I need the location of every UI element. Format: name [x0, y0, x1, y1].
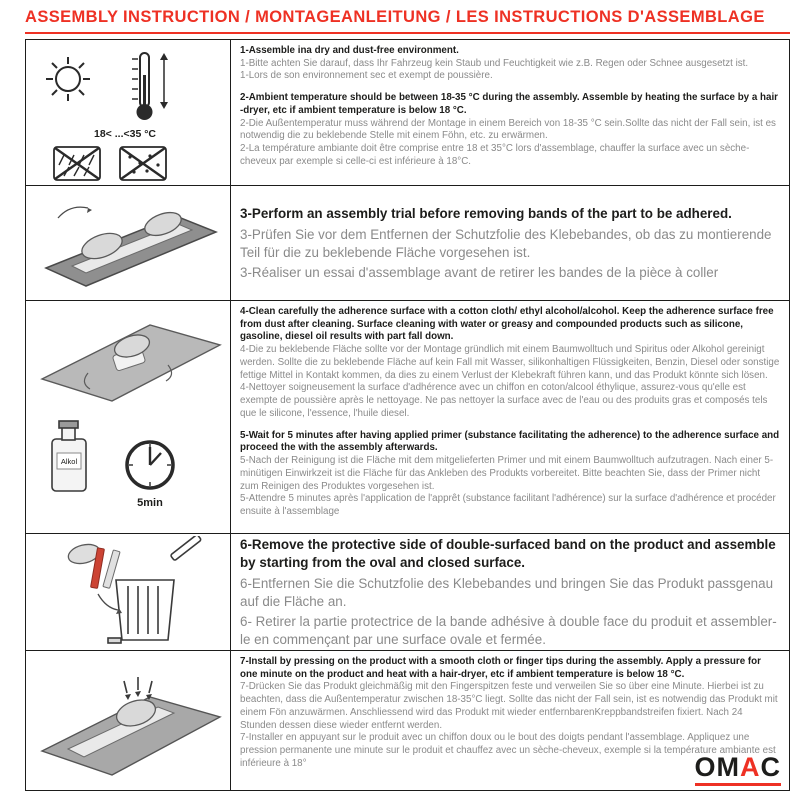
instruction-paragraph: 3-Perform an assembly trial before removing bands of the part to be adhered.	[240, 205, 732, 221]
clock-icon	[127, 442, 173, 488]
instruction-text-press-install	[231, 651, 789, 790]
instruction-paragraph: 3-Réaliser un essai d'assemblage avant de retirer les bandes de la pièce à coller	[240, 265, 719, 281]
remove-band-illustration	[28, 536, 228, 648]
page-title: ASSEMBLY INSTRUCTION / MONTAGEANLEITUNG / LES INSTRUCTIONS D'ASSEMBLAGE	[25, 8, 765, 26]
omac-logo	[695, 754, 782, 786]
table-row-remove-band	[26, 533, 789, 650]
instruction-paragraph: 6- Retirer la partie protectrice de la bande adhésive à double face du produit et assembler-le en commençant par une surface ovale et fermée.	[240, 614, 777, 648]
table-row-environment	[26, 40, 789, 185]
assembly-trial-icon-cell	[26, 186, 231, 300]
assembly-trial-illustration	[28, 188, 228, 298]
instruction-table	[25, 39, 790, 791]
instruction-paragraph: 7-Drücken Sie das Produkt gleichmäßig mit den Fingerspitzen feste und verweilen Sie so über eine Minute. Hierbei ist zu beachten, dass die Außentemperatur zwischen 18-35°C liegt. Sollte das nicht der Fall sein, ist es notwendig das Produkt mit einem Fön anzuwärmen. Anschliessend wird das Produkt mit wieder entfernbarenKreppbandstreifen fixiert. Nach 24 Stunden dessen diese wieder entfernt werden.	[240, 681, 778, 731]
instruction-paragraph: 4-Nettoyer soigneusement la surface d'adhérence avec un chiffon en coton/alcool éthylique, assurez-vous qu'elle est exempte de poussière après le nettoyage. Ne pas nettoyer la surface avec de l'eau ou des produits gras et composés tels que le silicone, l'essence, l'huile diesel.	[240, 382, 768, 419]
omac-logo-underline	[695, 783, 782, 786]
instruction-paragraph: 2-La température ambiante doit être comprise entre 18 et 35°C lors d'assemblage, chauffer la surface avec un sèche-cheveux par exemple si celle-ci est inférieure à 18°C.	[240, 143, 750, 167]
title-divider	[25, 32, 790, 34]
instruction-text-environment	[231, 40, 789, 185]
sun-icon	[46, 57, 90, 101]
table-row-press-install	[26, 650, 789, 790]
instruction-paragraph: 1-Bitte achten Sie darauf, dass Ihr Fahrzeug kein Staub und Feuchtigkeit wie z.B. Regen oder Schnee ausgesetzt ist.	[240, 57, 749, 69]
thermometer-range-label: 18< ...<35 °C	[94, 127, 156, 140]
no-rain-icon	[54, 147, 100, 180]
instruction-paragraph: 2-Ambient temperature should be between 18-35 °C during the assembly. Assemble by heating the surface by a hair -dryer, etc if ambient temperature is below 18 °C.	[240, 92, 778, 116]
instruction-paragraph: 6-Entfernen Sie die Schutzfolie des Klebebandes und bringen Sie das Produkt passgenau auf die Fläche an.	[240, 575, 774, 609]
instruction-text-cleaning-primer	[231, 301, 789, 533]
clock-duration-label: 5min	[137, 497, 163, 509]
instruction-paragraph: 4-Die zu beklebende Fläche sollte vor der Montage gründlich mit einem Baumwolltuch und Spiritus oder Alkohol gereinigt werden. Sollte die zu beklebende Fläche auf kein Fall mit Wasser, silikonhaltigen Flüssigkeiten, Benzin, Diesel oder sonstige fettige Mittel in Kontakt kommen, da dies zu einem Verlust der Klebekraft führen kann, und das Produkt könnte sich lösen.	[240, 344, 780, 381]
instruction-paragraph: 5-Wait for 5 minutes after having applied primer (substance facilitating the adherence) to the adherence surface and proceed the with the assembly afterwards.	[240, 429, 780, 454]
instruction-paragraph: 3-Prüfen Sie vor dem Entfernen der Schutzfolie des Klebebandes, ob das zu montierende Teil für die zu beklebende Fläche vorgesehen ist.	[240, 226, 772, 260]
environment-icon-cell	[26, 40, 231, 185]
instruction-paragraph: 1-Lors de son environnement sec et exempt de poussière.	[240, 70, 493, 82]
instruction-paragraph: 7-Install by pressing on the product with a smooth cloth or finger tips during the assembly. Apply a pressure for one minute on the product and heat with a hair-dryer, etc if ambient temperature is below 18 °C.	[240, 656, 761, 680]
cleaning-icon-cell	[26, 301, 231, 533]
instruction-text-remove-band	[231, 534, 789, 650]
trash-can-icon	[108, 536, 201, 643]
instruction-text-assembly-trial	[231, 186, 789, 300]
instruction-paragraph: 6-Remove the protective side of double-surfaced band on the product and assemble by starting from the oval and closed surface.	[240, 536, 776, 570]
no-dust-icon	[120, 147, 166, 180]
table-row-assembly-trial	[26, 185, 789, 300]
table-row-cleaning-primer	[26, 300, 789, 533]
instruction-paragraph: 5-Nach der Reinigung ist die Fläche mit dem mitgelieferten Primer und mit einem Baumwolltuch aufzutragen. Nach einer 5-minütigen Einwirkzeit ist die Fläche für das Ankleben des Produkts vorbereitet. Bitte beachten Sie, dass der Primer nicht zum Reinigen des Produktes vorgesehen ist.	[240, 455, 774, 492]
press-install-icon-cell	[26, 651, 231, 790]
instruction-paragraph: 7-Installer en appuyant sur le produit avec un chiffon doux ou le bout des doigts pendant l'assemblage. Appliquez une pression permanente une minute sur le produit et chauffez avec un sèche-cheveux, exemple si la température ambiante est inférieure à 18°	[240, 732, 776, 769]
environment-icons	[28, 43, 228, 183]
press-install-illustration	[28, 655, 228, 787]
instruction-paragraph: 1-Assemble ina dry and dust-free environment.	[240, 45, 459, 56]
omac-logo-text: OMAC	[694, 752, 781, 782]
surface-cleaning-illustration	[28, 303, 228, 531]
alcohol-bottle-icon	[52, 421, 86, 491]
instruction-paragraph: 2-Die Außentemperatur muss während der Montage in einem Bereich von 18-35 °C sein.Sollte das nicht der Fall sein, ist es notwendig die zu beklebende Stelle mit einem Föhn, etc. zu erwärmen.	[240, 117, 776, 142]
instruction-paragraph: 4-Clean carefully the adherence surface with a cotton cloth/ ethyl alcohol/alcohol. Keep the adherence surface free from dust after cleaning. Surface cleaning with water or greasy and compounded products such as silicone, gasoline, diesel oil results with part fall down.	[240, 306, 774, 343]
remove-band-icon-cell	[26, 534, 231, 650]
thermometer-icon	[132, 53, 168, 120]
alcohol-bottle-label: Alkol	[60, 457, 78, 466]
instruction-paragraph: 5-Attendre 5 minutes après l'application de l'apprêt (substance facilitant l'adhérence) sur la surface d'adhérence et procéder ensuite à l'assemblage	[240, 493, 776, 518]
